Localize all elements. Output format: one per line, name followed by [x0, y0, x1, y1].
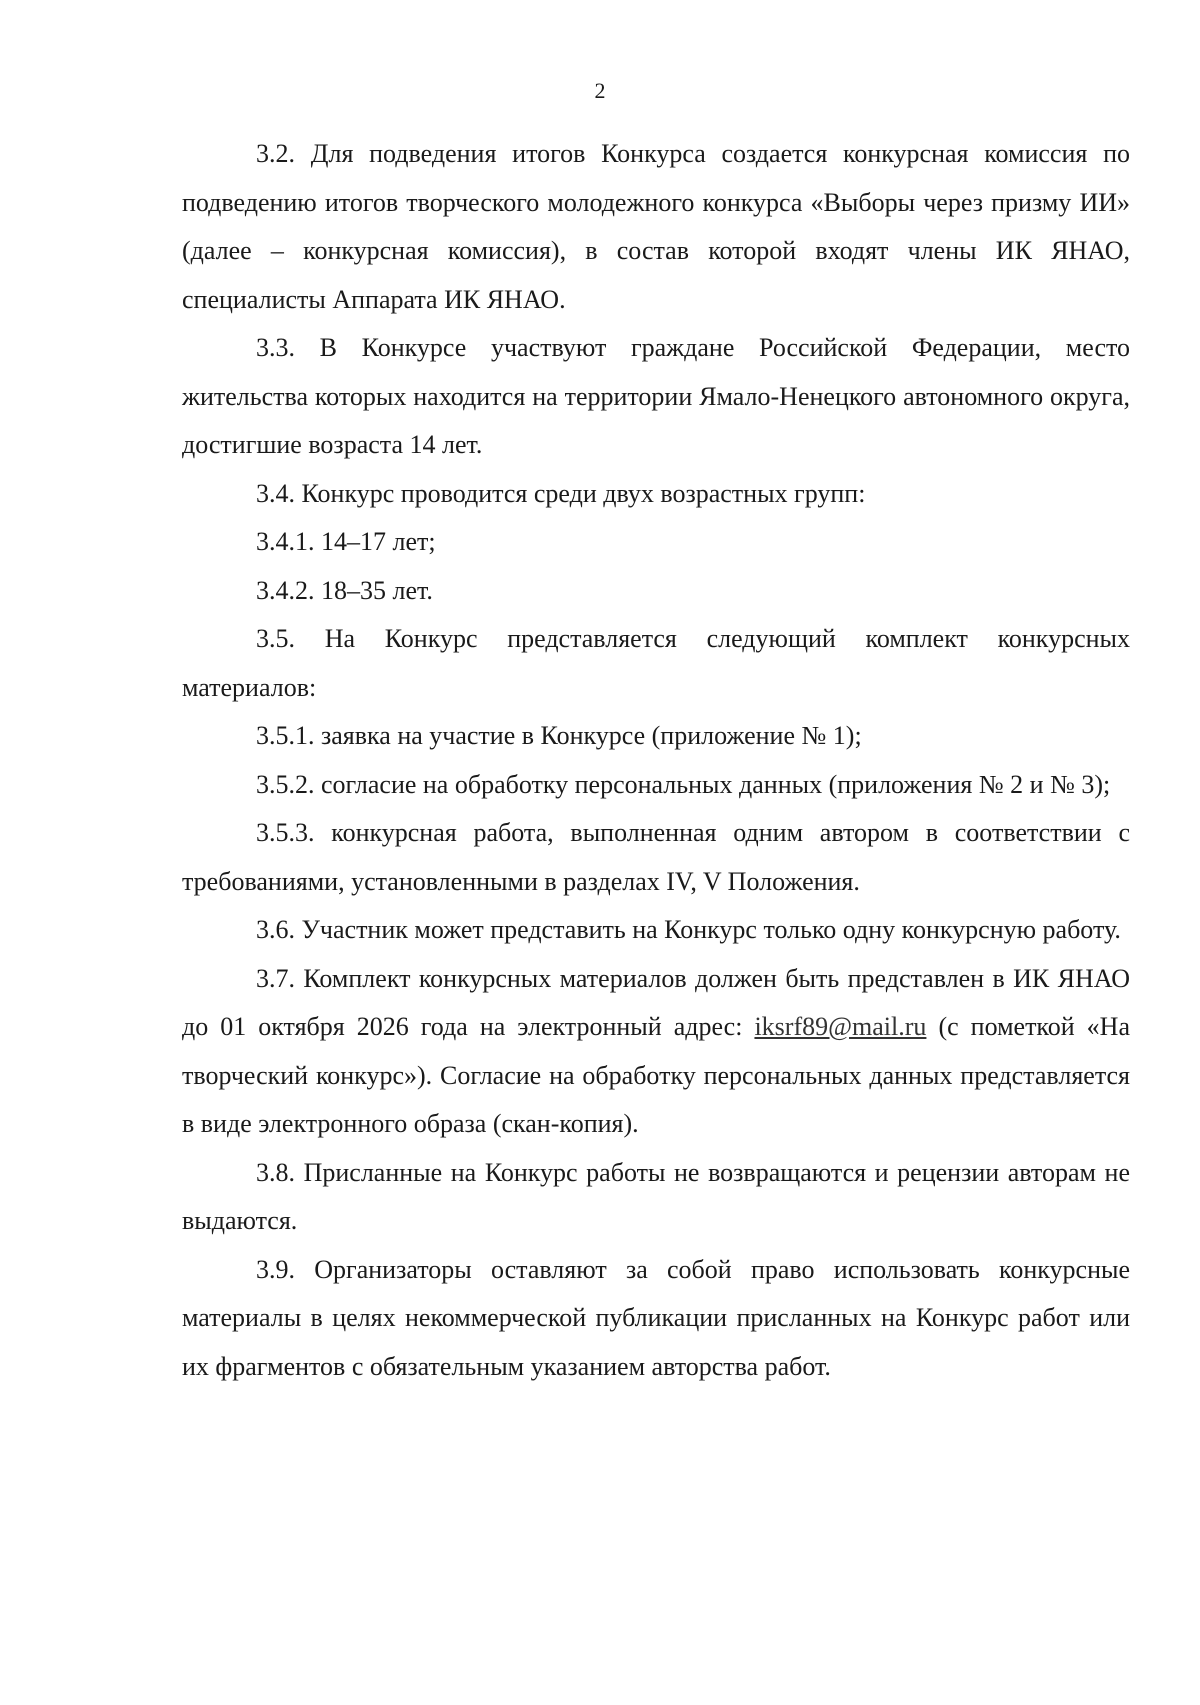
paragraph-3-4-1: 3.4.1. 14–17 лет;: [256, 527, 436, 556]
paragraph-3-7-text-before: 3.7. Комплект конкурсных материалов должен быть представлен в ИК ЯНАО до 01 октября 2026 года на электронный адрес:: [182, 963, 1130, 1041]
paragraph-3-5-1: 3.5.1. заявка на участие в Конкурсе (приложение № 1);: [256, 721, 862, 750]
paragraph-3-4-2: 3.4.2. 18–35 лет.: [256, 575, 433, 605]
paragraph-3-3: 3.3. В Конкурсе участвуют граждане Российской Федерации, место жительства которых находится на территории Ямало-Ненецкого автономного округа, достигшие возраста 14 лет.: [182, 333, 1130, 459]
email-link[interactable]: iksrf89@mail.ru: [754, 1012, 927, 1041]
paragraph-3-7: [182, 955, 1130, 1149]
paragraph-3-7-text-after: (с пометкой «На творческий конкурс»). Согласие на обработку персональных данных представляется в виде электронного образа (скан-копия).: [182, 1012, 1130, 1138]
paragraph-3-5: 3.5. На Конкурс представляется следующий комплект конкурсных материалов:: [182, 624, 1130, 702]
paragraph-3-2: 3.2. Для подведения итогов Конкурса создается конкурсная комиссия по подведению итогов творческого молодежного конкурса «Выборы через призму ИИ» (далее – конкурсная комиссия), в состав которой входят члены ИК ЯНАО, специалисты Аппарата ИК ЯНАО.: [182, 139, 1130, 314]
page-number: 2: [594, 78, 606, 103]
paragraph-3-8: 3.8. Присланные на Конкурс работы не возвращаются и рецензии авторам не выдаются.: [182, 1157, 1130, 1235]
paragraph-3-5-2: 3.5.2. согласие на обработку персональных данных (приложения № 2 и № 3);: [256, 769, 1111, 799]
paragraph-3-4: 3.4. Конкурс проводится среди двух возрастных групп:: [256, 478, 866, 508]
paragraph-3-5-3: 3.5.3. конкурсная работа, выполненная одним автором в соответствии с требованиями, установленными в разделах IV, V Положения.: [182, 818, 1130, 896]
paragraph-3-6: 3.6. Участник может представить на Конкурс только одну конкурсную работу.: [256, 915, 1121, 944]
paragraph-3-9: 3.9. Организаторы оставляют за собой право использовать конкурсные материалы в целях некоммерческой публикации присланных на Конкурс работ или их фрагментов с обязательным указанием авторства работ.: [182, 1254, 1130, 1381]
document-body: [182, 130, 1130, 1391]
